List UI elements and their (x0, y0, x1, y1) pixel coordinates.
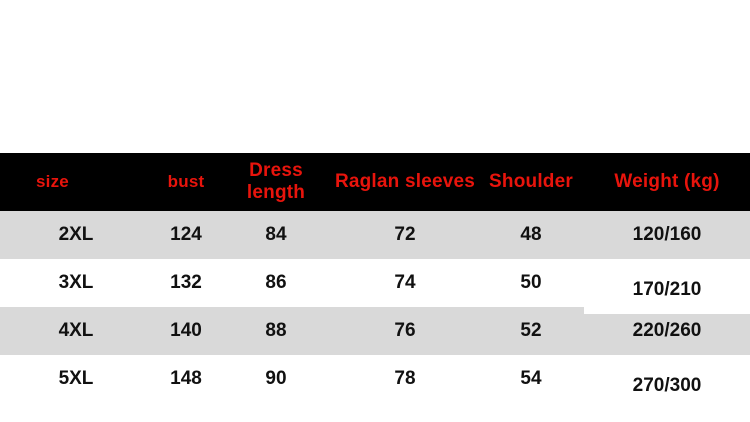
table-row (0, 355, 750, 403)
table-body (0, 211, 750, 403)
cell-bust: 132 (152, 259, 220, 307)
cell-bust: 140 (152, 307, 220, 355)
column-header-weight: Weight (kg) (584, 153, 750, 211)
cell-size: 4XL (0, 307, 152, 355)
cell-size: 3XL (0, 259, 152, 307)
cell-weight: 270/300 (584, 362, 750, 410)
cell-shoulder: 54 (478, 355, 584, 403)
cell-dress-length: 88 (220, 307, 332, 355)
cell-bust: 124 (152, 211, 220, 259)
column-header-bust: bust (152, 153, 220, 211)
cell-raglan-sleeves: 74 (332, 259, 478, 307)
cell-raglan-sleeves: 72 (332, 211, 478, 259)
cell-shoulder: 52 (478, 307, 584, 355)
cell-raglan-sleeves: 76 (332, 307, 478, 355)
column-header-shoulder: Shoulder (478, 153, 584, 211)
table-header (0, 153, 750, 211)
column-header-size: size (0, 153, 152, 211)
table-row (0, 307, 750, 355)
table-header-row (0, 153, 750, 211)
column-header-dress-length: Dress length (220, 153, 332, 211)
size-chart-table (0, 153, 750, 403)
cell-dress-length: 84 (220, 211, 332, 259)
table-row (0, 211, 750, 259)
cell-weight: 170/210 (584, 266, 750, 314)
cell-raglan-sleeves: 78 (332, 355, 478, 403)
cell-dress-length: 86 (220, 259, 332, 307)
cell-size: 5XL (0, 355, 152, 403)
cell-weight: 220/260 (584, 307, 750, 355)
table-row (0, 259, 750, 307)
top-whitespace (0, 0, 750, 153)
cell-shoulder: 50 (478, 259, 584, 307)
cell-size: 2XL (0, 211, 152, 259)
cell-bust: 148 (152, 355, 220, 403)
cell-dress-length: 90 (220, 355, 332, 403)
column-header-raglan-sleeves: Raglan sleeves (332, 153, 478, 211)
cell-shoulder: 48 (478, 211, 584, 259)
cell-weight: 120/160 (584, 211, 750, 259)
